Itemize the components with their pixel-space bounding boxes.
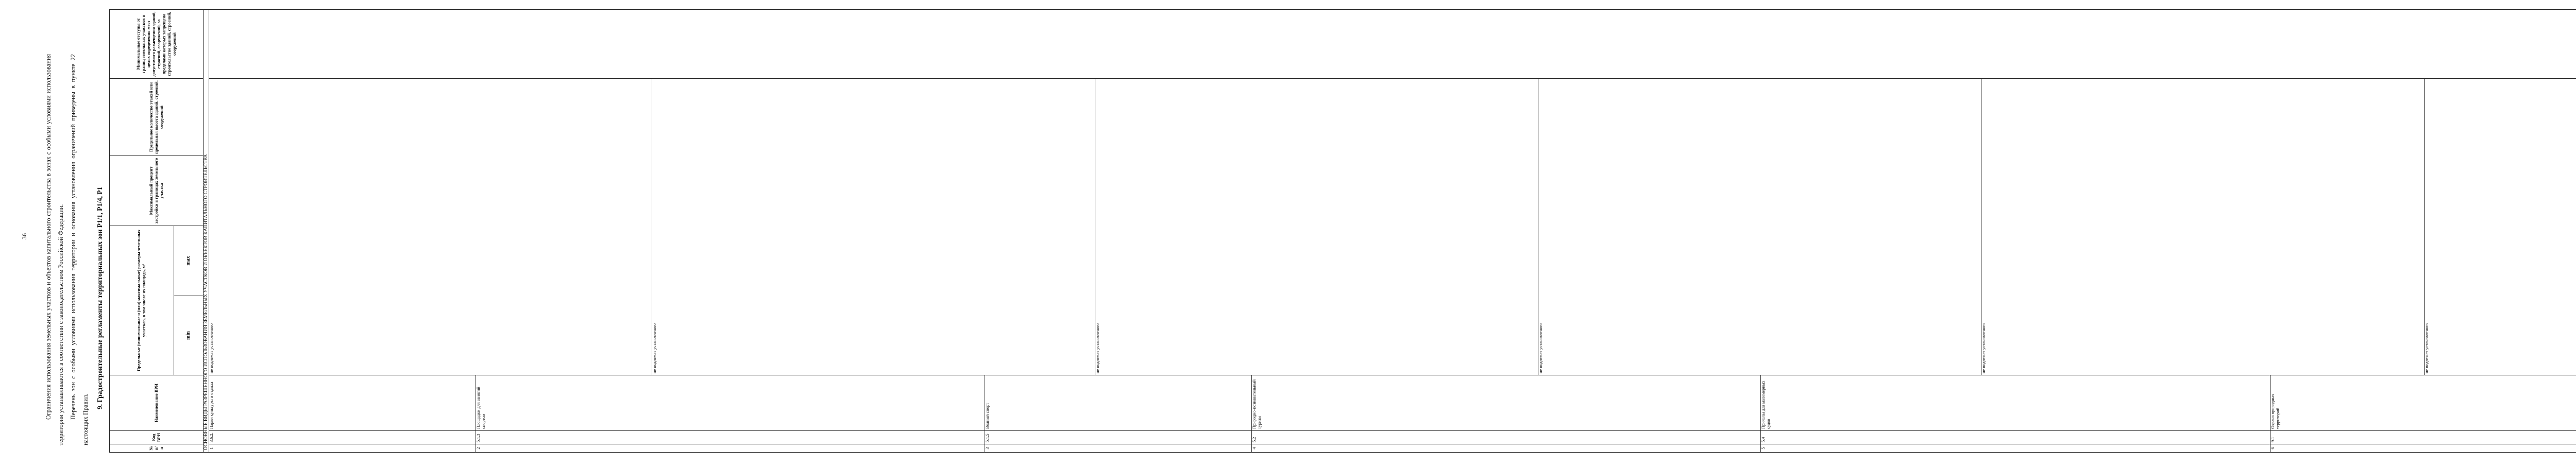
- row-name: Охрана природных территорий: [2270, 375, 2576, 431]
- row-name: Водный спорт: [985, 375, 1252, 431]
- row-code: 9.1: [2270, 431, 2576, 444]
- header-num: № п/п: [110, 444, 204, 453]
- row-not-set: не подлежат установлению: [1981, 79, 2425, 375]
- page-number: 36: [21, 233, 28, 239]
- section-main-title: ОСНОВНЫЕ ВИДЫ РАЗРЕШЕННОГО ИСПОЛЬЗОВАНИЯ ЗЕМЕЛЬНЫХ УЧАСТКОВ И ОБЪЕКТОВ КАПИТАЛЬНОГО СТРОИТЕЛЬСТВА: [204, 10, 209, 453]
- header-code: Код ВРИ: [110, 431, 204, 444]
- paragraph-zones-list: Перечень зон с особыми условиями использования территории и основания установления ограничений приведены в пункте 22 настоящих Правил.: [70, 54, 89, 445]
- row-not-set: не подлежат установлению: [2425, 79, 2576, 375]
- header-max: max: [174, 226, 204, 296]
- row-num: 1: [209, 444, 476, 453]
- row-not-set: не подлежат установлению: [209, 79, 652, 375]
- regulations-table: [109, 9, 2576, 453]
- row-name: Природно-познавательный туризм: [1251, 375, 1760, 431]
- header-min: min: [174, 296, 204, 375]
- header-setback: Минимальные отступы от границ земельных участков в целях определения мест допустимого размещения зданий, строений, сооружений, за пределами которых запрещено строительство зданий, строений, сооружений: [110, 10, 204, 79]
- row-num: 6: [2270, 444, 2576, 453]
- row-code: 3.6.2.: [209, 431, 476, 444]
- header-name: Наименование ВРИ: [110, 375, 204, 431]
- row-num: 2: [476, 444, 985, 453]
- row-not-set: не подлежат установлению: [1095, 79, 1538, 375]
- row-num: 3: [985, 444, 1252, 453]
- row-setback: [209, 10, 2576, 79]
- row-num: 4: [1251, 444, 1760, 453]
- header-percent: Максимальный процент застройки в границах земельного участка: [110, 156, 204, 226]
- row-not-set: не подлежат установлению: [652, 79, 1095, 375]
- row-name: Причалы для маломерных судов: [1761, 375, 2270, 431]
- section-heading: 9. Градостроительные регламенты территориальных зон Р1/1, Р1/4, Р1: [96, 186, 104, 409]
- table-body: [204, 10, 2576, 453]
- header-size: Предельные (минимальные и (или) максимальные) размеры земельных участков, в том числе их площадь, м²: [110, 226, 174, 375]
- row-code: 5.1.5: [985, 431, 1252, 444]
- table-row: [209, 10, 476, 453]
- not-set-column: [209, 79, 2576, 375]
- paragraph-restrictions: Ограничения использования земельных участков и объектов капитального строительства в зонах с особыми условиями использования территории устанавливаются в соответствии с законодательством Российской Федерации.: [45, 54, 64, 445]
- row-name: Площадки для занятий спортом: [476, 375, 985, 431]
- row-code: 5.2: [1251, 431, 1760, 444]
- row-code: 5.4: [1761, 431, 2270, 444]
- row-code: 5.1.3: [476, 431, 985, 444]
- row-num: 5: [1761, 444, 2270, 453]
- header-floors: Предельное количество этажей или предельная высота зданий, строений, сооружений: [110, 79, 204, 156]
- row-not-set: не подлежат установлению: [1538, 79, 1981, 375]
- row-name: Парки культуры и отдыха: [209, 375, 476, 431]
